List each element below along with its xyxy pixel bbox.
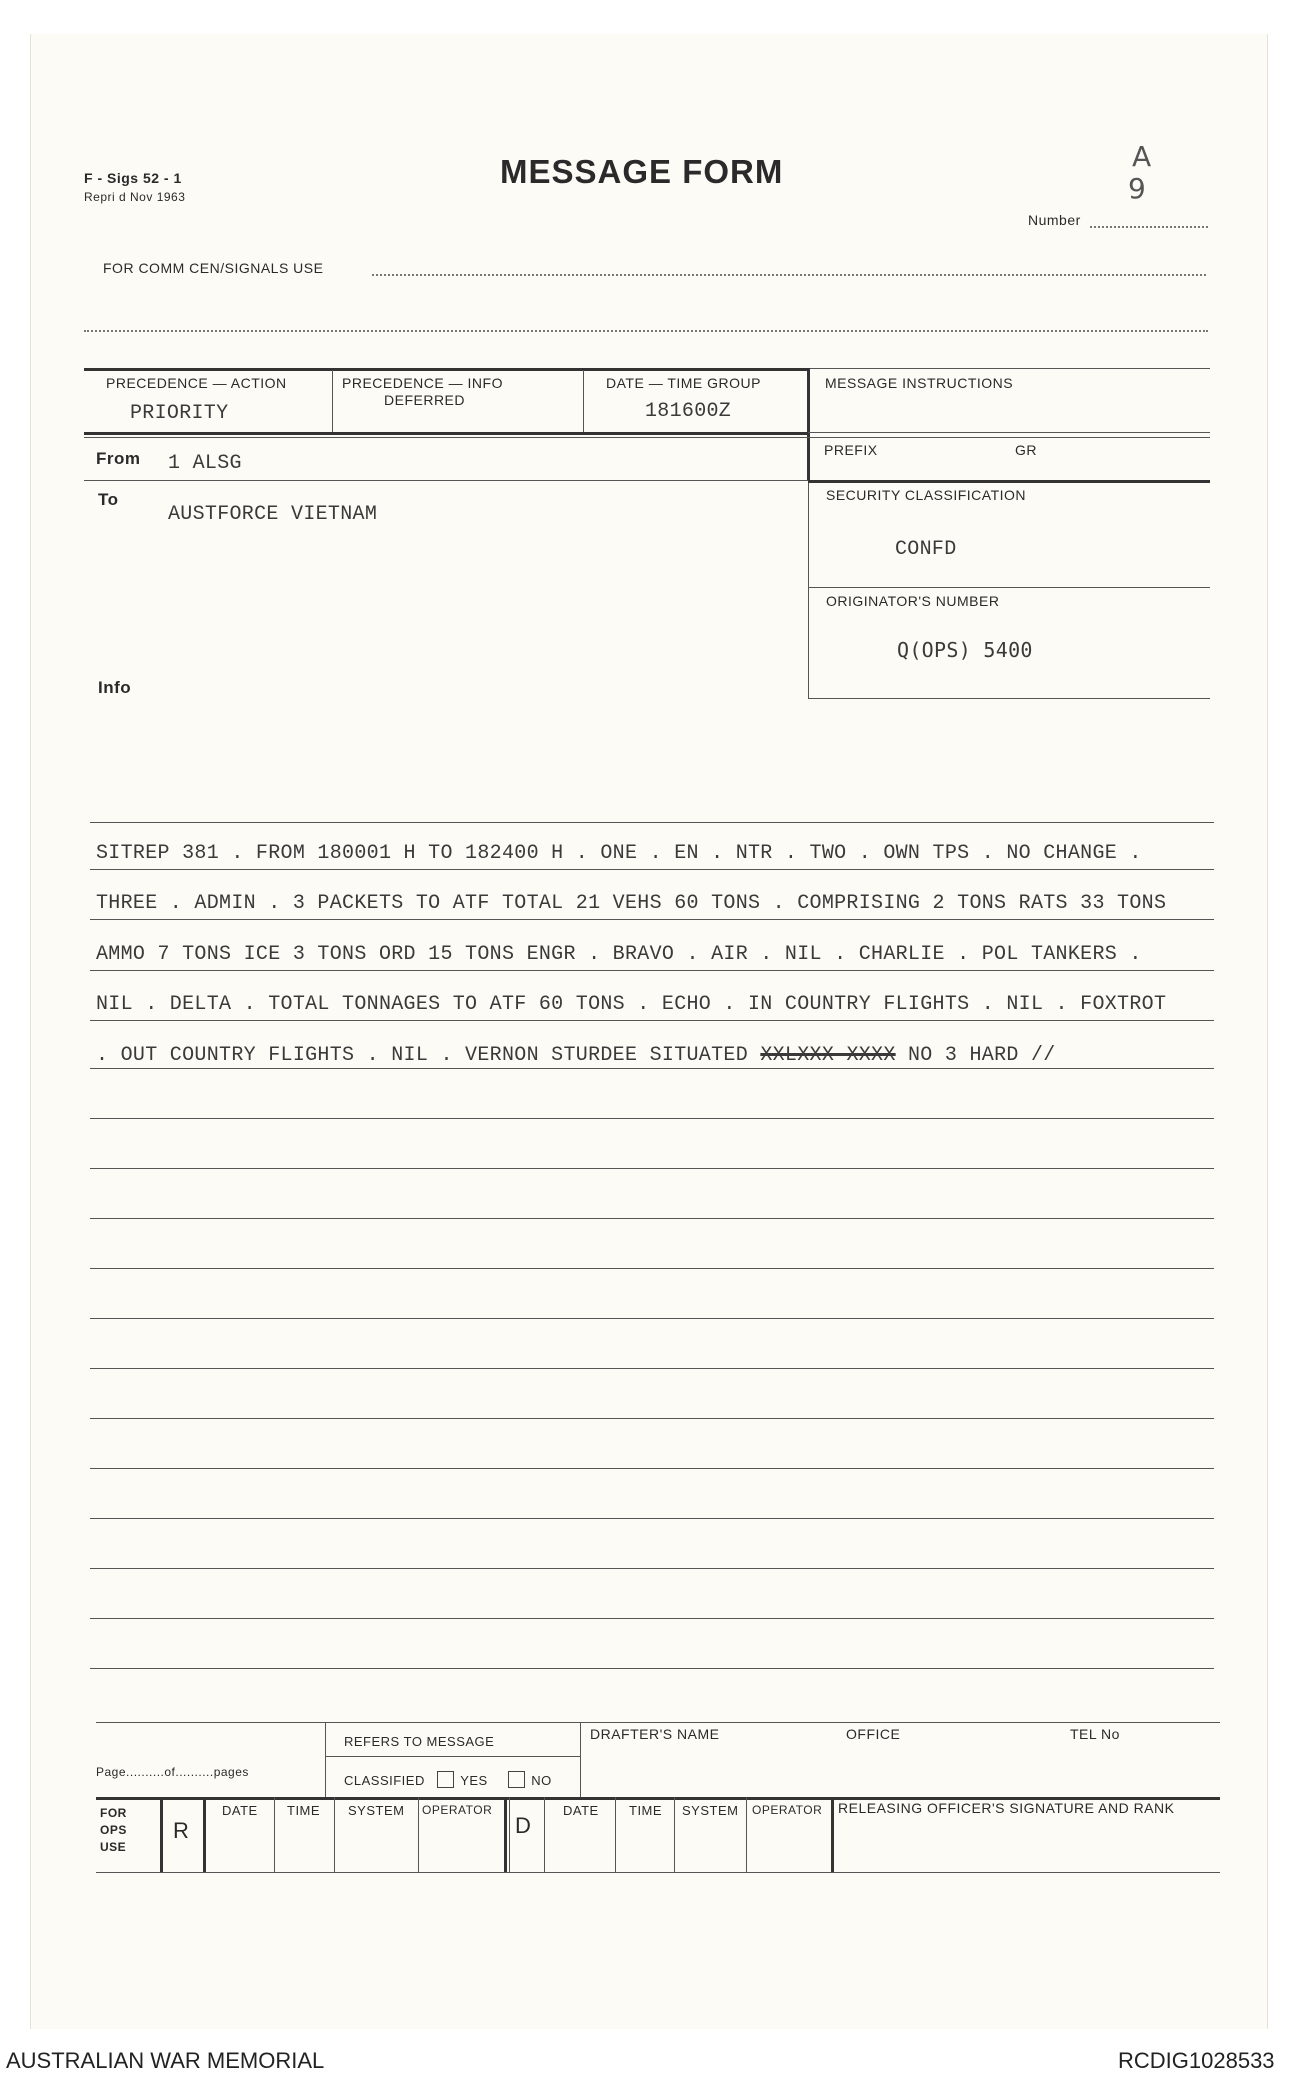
body-rule-4 [90,1020,1214,1021]
header-divider-2 [583,370,584,432]
r-system-label: SYSTEM [348,1803,405,1818]
prefix-label: PREFIX [824,442,878,458]
ops-divider-r-right [203,1797,206,1872]
no-label: NO [531,1773,552,1788]
to-value: AUSTFORCE VIETNAM [168,503,378,526]
info-label: Info [98,678,132,697]
from-value: 1 ALSG [168,452,242,475]
body-rule-17 [90,1668,1214,1669]
gr-label: GR [1015,442,1037,458]
ops-divider-7 [831,1797,834,1872]
classified-yes-checkbox[interactable] [437,1771,454,1788]
originator-top-rule [808,587,1210,588]
releasing-officer-label: RELEASING OFFICER'S SIGNATURE AND RANK [838,1800,1175,1816]
from-bottom-rule [84,480,808,481]
d-label: D [515,1813,532,1838]
office-label: OFFICE [846,1726,901,1742]
ops-divider-6 [746,1797,747,1872]
number-field-dots [1090,226,1208,228]
body-rule-11 [90,1368,1214,1369]
message-line-5-start: . OUT COUNTRY FLIGHTS . NIL . VERNON STURDEE SITUATED [96,1044,749,1067]
r-date-label: DATE [222,1803,258,1818]
r-label: R [173,1818,190,1843]
precedence-action-label: PRECEDENCE — ACTION [106,375,287,391]
security-classification-label: SECURITY CLASSIFICATION [826,487,1027,503]
ops-divider-d-right [544,1797,545,1872]
ops-divider-r-left [160,1797,163,1872]
footer-archive-name: AUSTRALIAN WAR MEMORIAL [6,2048,325,2073]
originator-number-label: ORIGINATOR'S NUMBER [826,593,1000,609]
tel-no-label: TEL No [1070,1726,1120,1742]
body-rule-12 [90,1418,1214,1419]
body-rule-10 [90,1318,1214,1319]
precedence-info-label: PRECEDENCE — INFO [342,375,503,391]
refers-left-border [325,1722,326,1798]
body-rule-14 [90,1518,1214,1519]
form-code: F - Sigs 52 - 1 [84,170,182,186]
d-date-label: DATE [563,1803,599,1818]
message-line-2: THREE . ADMIN . 3 PACKETS TO ATF TOTAL 21 VEHS 60 TONS . COMPRISING 2 TONS RATS 33 TONS [96,892,1167,915]
originator-number-value: Q(OPS) 5400 [897,638,1033,662]
drafters-name-label: DRAFTER'S NAME [590,1726,720,1742]
footer-record-id: RCDIG1028533 [1118,2048,1275,2073]
ops-divider-d-left-2 [509,1797,510,1872]
r-time-label: TIME [287,1803,321,1818]
body-rule-0 [90,822,1214,823]
comm-cen-label: FOR COMM CEN/SIGNALS USE [103,260,324,276]
body-rule-1 [90,869,1214,870]
classified-row [344,1771,552,1788]
dtg-value: 181600Z [645,400,732,423]
body-rule-5 [90,1068,1214,1069]
originator-bottom-rule [808,698,1210,699]
refers-mid-rule [325,1756,580,1757]
form-title: MESSAGE FORM [500,153,784,190]
message-line-4: NIL . DELTA . TOTAL TONNAGES TO ATF 60 TONS . ECHO . IN COUNTRY FLIGHTS . NIL . FOXTROT [96,993,1167,1016]
r-operator-label: OPERATOR [422,1803,493,1817]
message-instructions-label: MESSAGE INSTRUCTIONS [825,375,1014,391]
right-panel-border [808,480,809,698]
refers-right-border [580,1722,581,1798]
body-rule-8 [90,1218,1214,1219]
ops-divider-3 [418,1797,419,1872]
precedence-info-value: DEFERRED [384,392,466,408]
header-mid-rule-2 [84,437,809,438]
body-rule-9 [90,1268,1214,1269]
precedence-action-value: PRIORITY [130,402,229,425]
ops-divider-5 [674,1797,675,1872]
handwritten-number-9: 9 [1128,172,1146,205]
from-label: From [96,449,141,468]
body-rule-7 [90,1168,1214,1169]
for-ops-use-label: FOR OPS USE [100,1806,127,1854]
body-rule-15 [90,1568,1214,1569]
message-line-1: SITREP 381 . FROM 180001 H TO 182400 H . ONE . EN . NTR . TWO . OWN TPS . NO CHANGE . [96,842,1142,865]
security-classification-value: CONFD [895,538,957,561]
ops-use-bottom-rule [96,1872,1220,1873]
body-rule-16 [90,1618,1214,1619]
prefix-top-rule-2 [808,437,1210,438]
instructions-top-rule [808,368,1210,369]
refers-to-message-label: REFERS TO MESSAGE [344,1734,495,1749]
prefix-bottom-rule [808,480,1210,483]
d-system-label: SYSTEM [682,1803,739,1818]
message-line-3: AMMO 7 TONS ICE 3 TONS ORD 15 TONS ENGR . BRAVO . AIR . NIL . CHARLIE . POL TANKERS . [96,943,1142,966]
header-mid-rule [84,432,809,435]
d-time-label: TIME [629,1803,663,1818]
body-rule-2 [90,919,1214,920]
ops-divider-d-left [504,1797,507,1872]
ops-divider-1 [274,1797,275,1872]
classified-label: CLASSIFIED [344,1773,425,1788]
number-label: Number [1028,212,1081,228]
message-line-5-end: NO 3 HARD // [907,1044,1056,1067]
handwritten-number-a: A [1132,140,1152,173]
d-operator-label: OPERATOR [752,1803,823,1817]
yes-label: YES [460,1773,488,1788]
header-top-rule [84,368,810,371]
ops-divider-2 [334,1797,335,1872]
to-label: To [98,490,119,509]
header-divider-1 [332,370,333,432]
message-line-5 [96,1044,1056,1067]
ops-divider-4 [615,1797,616,1872]
body-rule-3 [90,970,1214,971]
classified-no-checkbox[interactable] [508,1771,525,1788]
dtg-label: DATE — TIME GROUP [606,375,761,391]
form-reprint: Repri d Nov 1963 [84,190,186,204]
message-line-5-struck: XXLXXX XXXX [760,1044,896,1067]
prefix-top-rule [808,432,1210,433]
body-rule-6 [90,1118,1214,1119]
bottom-top-rule [96,1722,1220,1723]
page-count-label: Page..........of..........pages [96,1765,249,1779]
comm-cen-dots-2 [84,330,1208,332]
header-divider-3 [807,368,810,481]
body-rule-13 [90,1468,1214,1469]
comm-cen-dots [372,274,1206,276]
